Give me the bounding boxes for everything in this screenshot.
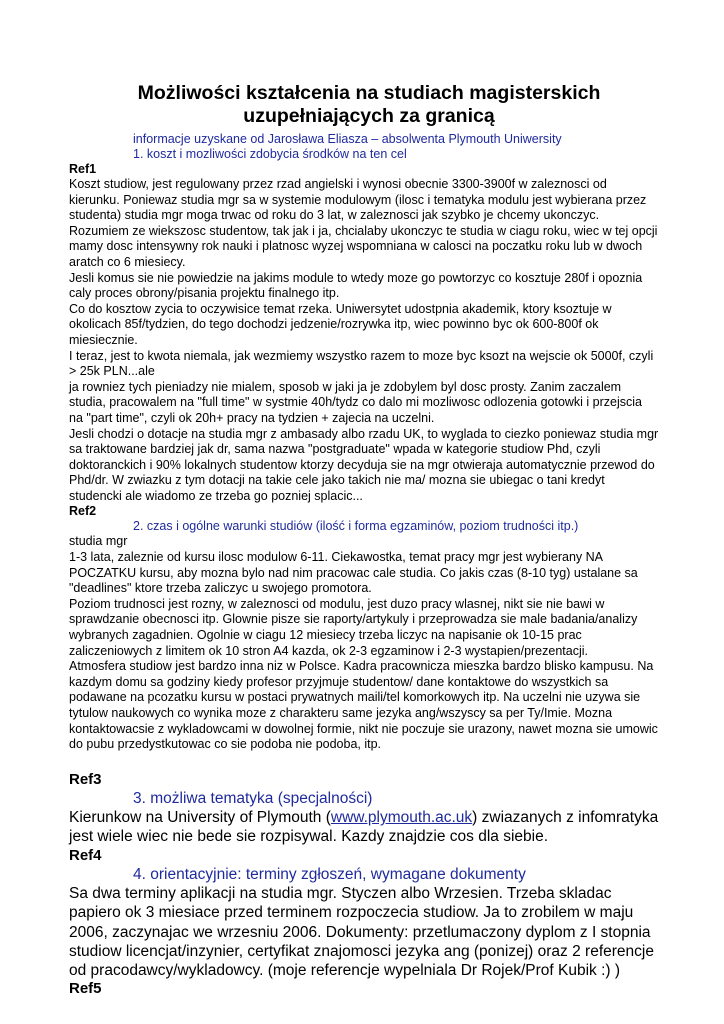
- ref1-paragraph-3: Co do kosztow zycia to oczywisice temat rzeka. Uniwersytet udostpnia akademik, ktory ksoztuje w okolicach 85f/tydzien, do tego dochodzi jedzenie/rozrywka itp, wiec powinno byc ok 600-800f ok miesiecznie.: [69, 301, 612, 347]
- ref2-label: Ref2: [69, 504, 97, 519]
- large-text-section: [69, 771, 659, 999]
- ref2-paragraph-3: Poziom trudnosci jest rozny, w zaleznosci od modulu, jest duzo pracy wlasnej, nikt sie nie bawi w sprawdzanie obecnosci itp. Glownie pisze sie raporty/artykuly i przeprowadza sie male badania/analizy wybranych zagadnien. Ogolnie w ciagu 12 miesiecy trzeba liczyc na napisanie ok 10-15 prac zaliczeniowych z limitem ok 10 stron A4 kazda, ok 2-3 egzaminow i 2-3 wystapien/prezentacji.: [69, 596, 638, 658]
- ref1-label: Ref1: [69, 162, 97, 176]
- ref4-paragraph: Sa dwa terminy aplikacji na studia mgr. Styczen albo Wrzesien. Trzeba skladac papiero ok 3 miesiace przed terminem rozpoczecia studiow. Ja to zrobilem w maju 2006, zaczynajac we wrzesniu 2006. Dokumenty: przetlumaczony dyplom z I stopnia studiow licencjat/inzynier, certyfikat znajomosci jezyka ang (ponizej) oraz 2 referencje od pracodawcy/wykladowcy. (moje referencje wypelniala Dr Rojek/Prof Kubik :) ): [69, 885, 654, 979]
- ref4-label: Ref4: [69, 846, 102, 864]
- ref1-paragraph-2: Jesli komus sie nie powiedzie na jakims module to wtedy moze go powtorzyc co kosztuje 280f i opoznia caly proces obrony/pisania projektu finalnego itp.: [69, 270, 643, 301]
- plymouth-website-link[interactable]: www.plymouth.ac.uk: [330, 809, 473, 827]
- ref1-paragraph-6: Jesli chodzi o dotacje na studia mgr z ambasady albo rzadu UK, to wyglada to ciezko poniewaz studia mgr sa traktowane bardziej jak dr, sama nazwa "postgraduate" wpada w kategorie studiow Phd, czyli doktoranckich i 90% lokalnych studentow ktorzy decyduja sie na mgr otwieraja automatycznie przewod do Phd/dr. W zwiazku z tym dotacji na takie cele jako takich nie ma/ mozna sie ubiegac o tani kredyt studencki ale wiadomo ze trzeba go pozniej splacic...: [69, 426, 659, 503]
- section-1-heading: 1. koszt i mozliwości zdobycia środków na ten cel: [133, 147, 407, 161]
- section-4-heading: 4. orientacyjnie: terminy zgłoszeń, wymagane dokumenty: [133, 866, 526, 884]
- ref2-paragraph-4: Atmosfera studiow jest bardzo inna niz w Polsce. Kadra pracownicza mieszka bardzo blisko kampusu. Na kazdym domu sa godziny kiedy profesor przyjmuje studentow/ dane kontaktowe do wszystkich sa podawane na pcozatku kursu w postaci prywatnych maili/tel komorkowych itp. Na uczelni nie uzywa sie tytulow naukowych co wynika moze z charakteru same jezyka ang/wszyscy sa per Ty/Imie. Mozna kontaktowacsie z wykladowcami w dowolnej formie, nikt nie poczuje sie urazony, nawet mozna sie umowic do pubu przedystkutowac co sie podoba nie podoba, itp.: [69, 659, 658, 752]
- ref3-paragraph: [69, 808, 659, 846]
- ref2-paragraph-1: studia mgr: [69, 534, 128, 549]
- title-line-1: Możliwości kształcenia na studiach magisterskich: [137, 82, 601, 104]
- document-title: [69, 82, 659, 128]
- section-2-heading: 2. czas i ogólne warunki studiów (ilość i forma egzaminów, poziom trudności itp.): [133, 519, 579, 534]
- ref5-label: Ref5: [69, 980, 102, 998]
- ref1-paragraph-1: Koszt studiow, jest regulowany przez rzad angielski i wynosi obecnie 3300-3900f w zaleznosci od kierunku. Poniewaz studia mgr sa w systemie modulowym (ilosc i tematyka modulu jest wybierana przez studenta) studia mgr moga trwac od roku do 3 lat, w zaleznosci jak szybko je chcemy ukonczyc. Rozumiem ze wiekszosc studentow, tak jak i ja, chcialaby ukonczyc te studia w ciagu roku, wiec w tej opcji mamy dosc intensywny rok nauki i platnosc wyzej wspomniana w calosci na poczatku roku lub w dwoch aratch co 6 miesiecy.: [69, 177, 658, 269]
- ref1-paragraph-4: I teraz, jest to kwota niemala, jak wezmiemy wszystko razem to moze byc ksozt na wejscie ok 5000f, czyli > 25k PLN...ale: [69, 348, 654, 379]
- title-line-2: uzupełniających za granicą: [243, 105, 495, 127]
- ref3-text-after: ) zwiazanych z infomratyka jest wiele wiec nie bede sie rozpisywal. Kazdy znajdzie cos dla siebie.: [69, 809, 659, 846]
- section-3-heading: 3. możliwa tematyka (specjalności): [133, 790, 373, 808]
- ref2-paragraph-2: 1-3 lata, zaleznie od kursu ilosc modulow 6-11. Ciekawostka, temat pracy mgr jest wybierany NA POCZATKU kursu, aby mozna bylo nad nim pracowac cale studia. Co jakis czas (8-10 tyg) ustalane sa "deadlines" ktore trzeba zaliczyc u swojego promotora.: [69, 550, 638, 596]
- ref3-text-before: Kierunkow na University of Plymouth (: [69, 809, 331, 827]
- section-gap: [69, 753, 659, 771]
- source-note: informacje uzyskane od Jarosława Eliasza – absolwenta Plymouth Uniwersity: [133, 132, 562, 146]
- ref1-paragraph-5: ja rowniez tych pieniadzy nie mialem, sposob w jaki ja je zdobylem byl dosc prosty. Zanim zaczalem studia, pracowalem na "full time" w systmie 40h/tydz co dalo mi mozliwosc odlozenia gotowki i przejscia na "part time", czyli ok 20h+ pracy na tydzien + zajecia na uczelni.: [69, 379, 642, 425]
- ref3-label: Ref3: [69, 770, 102, 788]
- document-page: [69, 82, 659, 999]
